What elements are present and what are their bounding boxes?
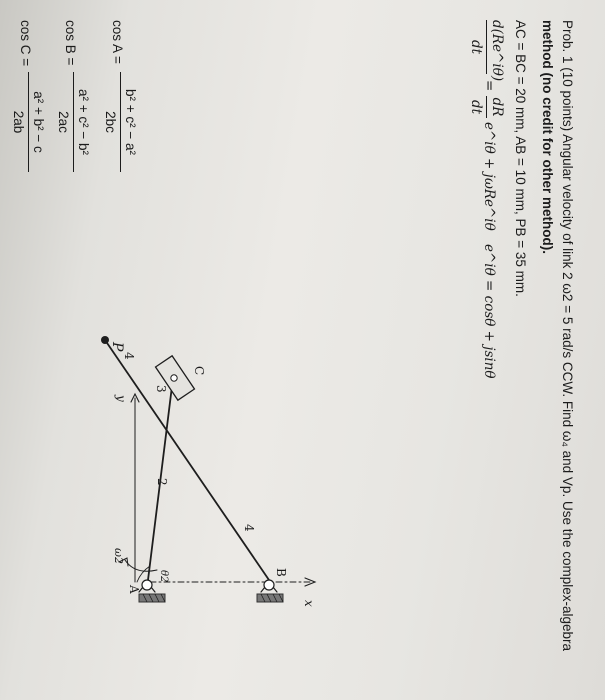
- euler-identity: e^iθ = cosθ + jsinθ: [481, 244, 497, 379]
- pin-C: [171, 375, 177, 381]
- label-link-2: 2: [155, 478, 169, 486]
- label-link-3: 3: [154, 385, 168, 393]
- label-C: C: [192, 366, 206, 376]
- label-omega2: ω2: [112, 548, 125, 564]
- label-link-4-mid: 4: [242, 524, 256, 532]
- pin-B: [264, 580, 274, 590]
- cosA-numerator: b² + c² − a²: [123, 88, 138, 156]
- label-link-4-top: 4: [122, 352, 136, 360]
- cosC-numerator: a² + b² − c: [31, 91, 46, 153]
- ground-B: [257, 594, 283, 602]
- derivative-rhs-numerator: dR: [489, 97, 505, 117]
- cosC-label: cos C =: [18, 20, 33, 67]
- cosB-numerator: a² + c² − b²: [76, 88, 91, 156]
- label-y-axis: y: [114, 395, 128, 402]
- derivative-equals: =: [481, 80, 497, 92]
- cosA-label: cos A =: [110, 20, 125, 64]
- cosC-denominator: 2ab: [11, 110, 26, 134]
- derivative-lhs-numerator: d(Re^iθ): [489, 20, 505, 82]
- ground-A: [139, 594, 165, 602]
- cosB-denominator: 2ac: [56, 111, 71, 133]
- label-A: A: [127, 585, 141, 594]
- label-P: P: [109, 342, 125, 352]
- point-P: [101, 336, 109, 344]
- link-4: [105, 340, 269, 583]
- label-theta2: θ2: [158, 570, 169, 583]
- cosA-denominator: 2bc: [103, 111, 118, 133]
- derivative-rhs-denominator: dt: [468, 99, 484, 115]
- label-B: B: [274, 568, 288, 577]
- given-dimensions: AC = BC = 20 mm, AB = 10 mm, PB = 35 mm.: [513, 20, 528, 297]
- problem-line-1: Prob. 1 (10 points) Angular velocity of link 2 ω2 = 5 rad/s CCW. Find ω₄ and Vp. Use the complex-algebra: [560, 20, 575, 652]
- problem-line-2: method (no credit for other method).: [540, 20, 555, 254]
- derivative-rhs-terms: e^iθ + jωRe^iθ: [481, 122, 497, 231]
- derivative-lhs-denominator: dt: [468, 39, 484, 55]
- label-x-axis: x: [302, 600, 316, 607]
- cosB-label: cos B =: [63, 20, 78, 66]
- pin-A: [142, 580, 152, 590]
- omega-arc: [125, 560, 157, 571]
